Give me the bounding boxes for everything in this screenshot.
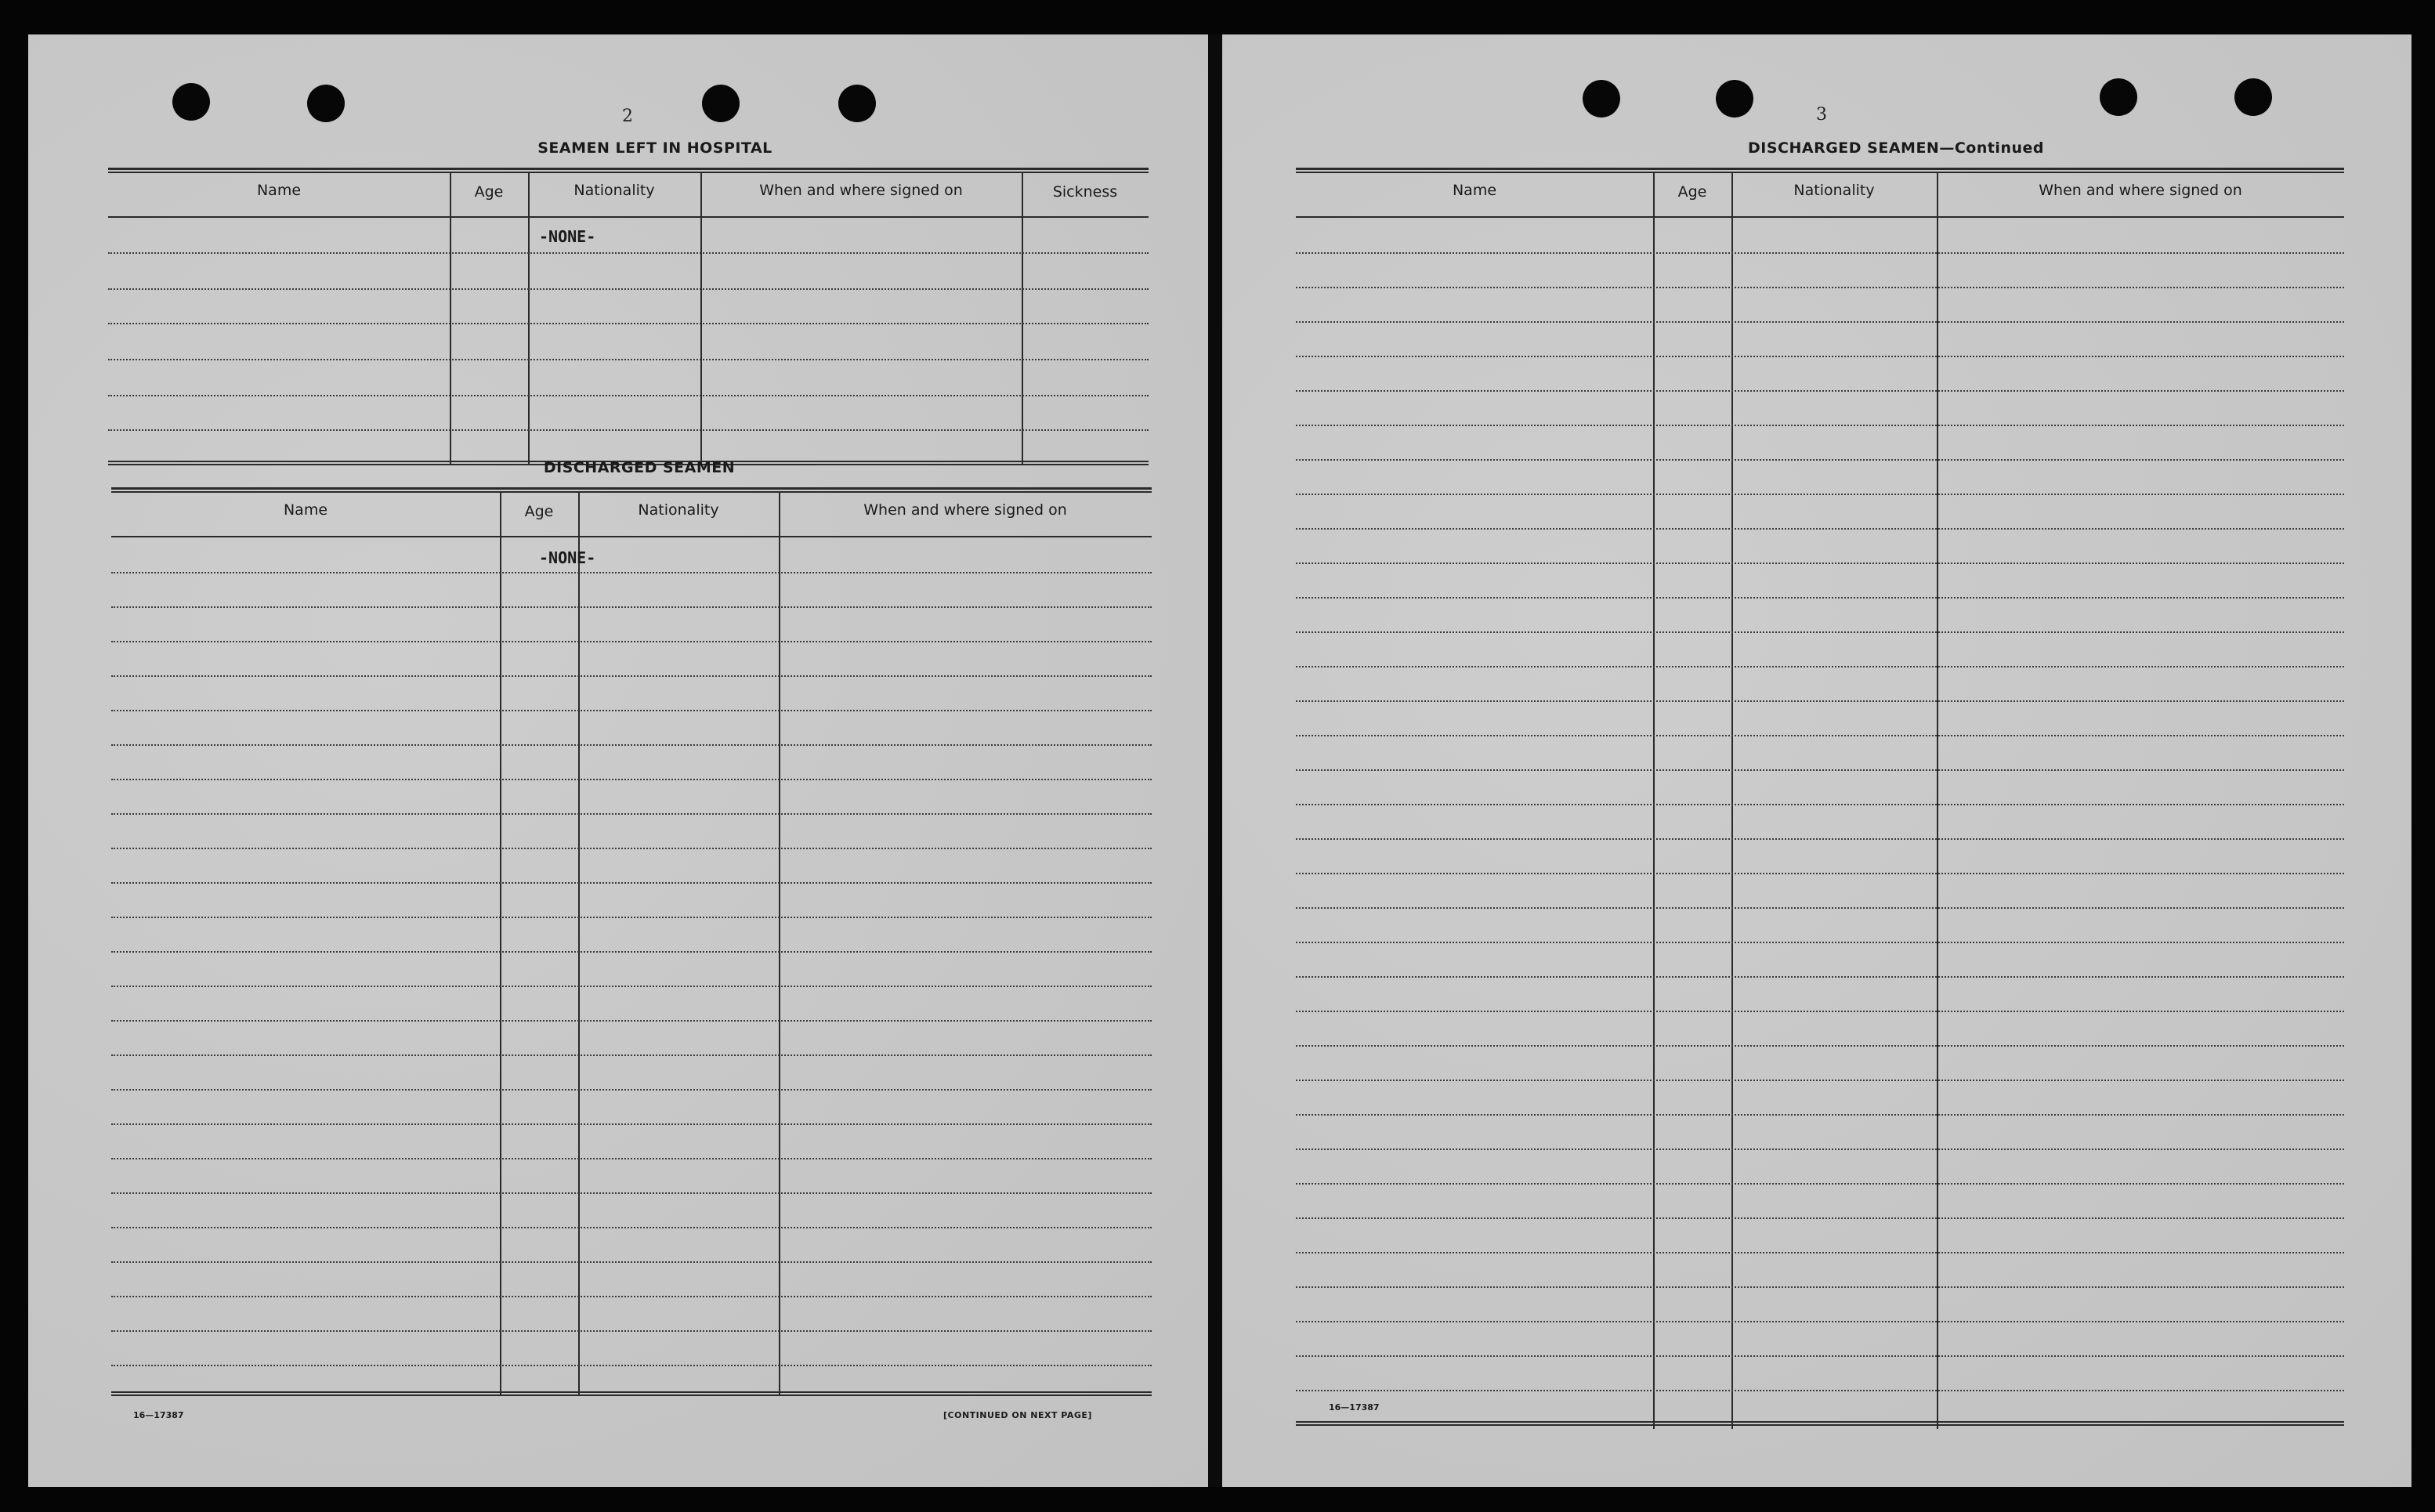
col-age: Age bbox=[1677, 183, 1707, 201]
page-number: 3 bbox=[1816, 105, 1827, 125]
col-when-where: When and where signed on bbox=[2039, 182, 2242, 199]
punch-hole bbox=[2234, 78, 2272, 116]
col-when-where: When and where signed on bbox=[759, 182, 963, 199]
continued-note: [CONTINUED ON NEXT PAGE] bbox=[943, 1410, 1092, 1420]
punch-hole bbox=[2100, 78, 2137, 116]
col-nationality: Nationality bbox=[573, 182, 655, 199]
discharged-title-main: DISCHARGED SEAMEN bbox=[1748, 139, 1940, 157]
punch-hole bbox=[838, 85, 876, 122]
punch-hole bbox=[1716, 80, 1753, 118]
col-age: Age bbox=[524, 503, 554, 520]
col-nationality: Nationality bbox=[1793, 182, 1875, 199]
discharged-none-entry: -NONE- bbox=[539, 548, 596, 567]
discharged-table bbox=[111, 487, 1152, 1396]
discharged-continued-table bbox=[1296, 168, 2344, 1429]
punch-hole bbox=[702, 85, 740, 122]
page-number: 2 bbox=[622, 107, 633, 126]
punch-hole bbox=[172, 83, 210, 121]
right-page bbox=[1222, 34, 2411, 1487]
discharged-section-title: DISCHARGED SEAMEN bbox=[543, 459, 736, 476]
discharged-continued-title bbox=[1614, 139, 2178, 157]
col-age: Age bbox=[474, 183, 504, 201]
hospital-none-entry: -NONE- bbox=[539, 227, 596, 246]
col-sickness: Sickness bbox=[1052, 183, 1118, 201]
punch-hole bbox=[1583, 80, 1620, 118]
page-gutter bbox=[1208, 34, 1222, 1487]
col-nationality: Nationality bbox=[638, 501, 719, 519]
hospital-section-title: SEAMEN LEFT IN HOSPITAL bbox=[537, 139, 772, 157]
form-code: 16—17387 bbox=[1329, 1402, 1380, 1413]
col-when-where: When and where signed on bbox=[863, 501, 1067, 519]
form-code: 16—17387 bbox=[133, 1410, 184, 1420]
col-name: Name bbox=[256, 182, 302, 199]
hospital-table bbox=[108, 168, 1149, 468]
col-name: Name bbox=[283, 501, 328, 519]
left-page bbox=[28, 34, 1208, 1487]
col-name: Name bbox=[1452, 182, 1497, 199]
punch-hole bbox=[307, 85, 345, 122]
discharged-title-suffix: —Continued bbox=[1939, 139, 2044, 157]
